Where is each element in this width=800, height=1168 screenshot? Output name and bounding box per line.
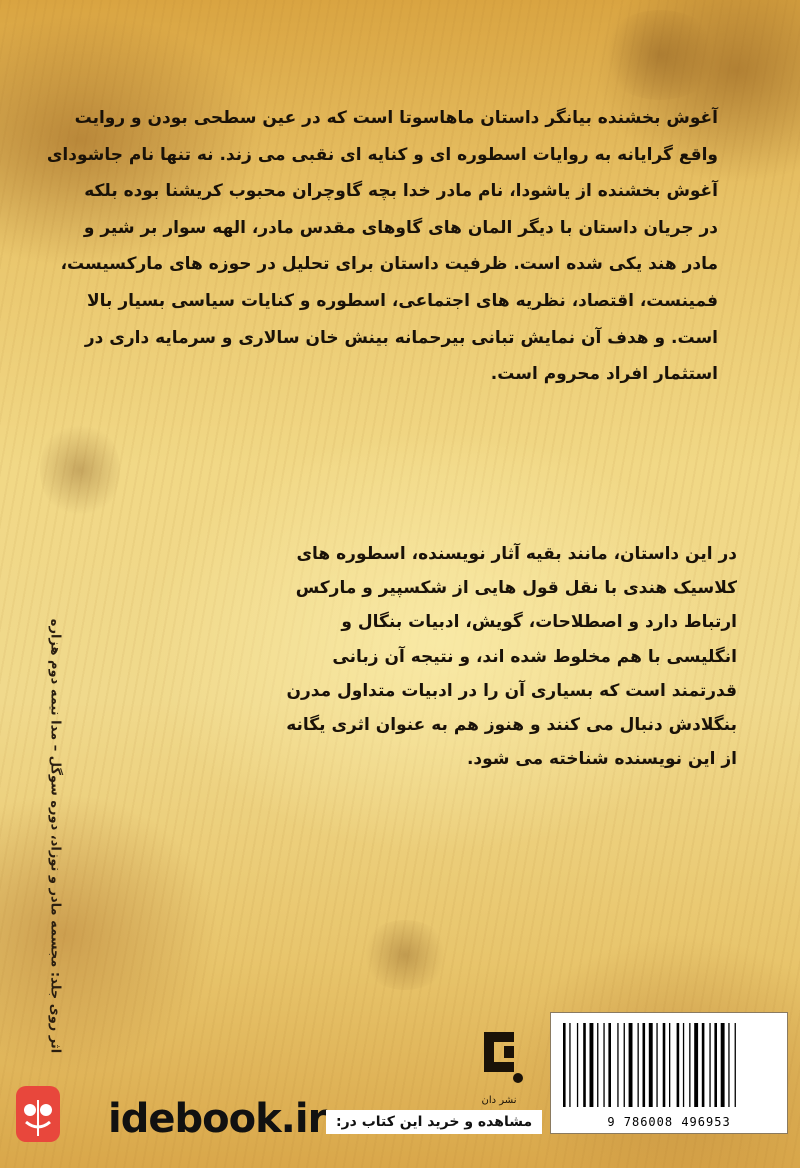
text-line: ارتباط دارد و اصطلاحات، گویش، ادبیات بنگال و	[341, 612, 737, 633]
description-paragraph-2	[237, 537, 737, 776]
text-line: از این نویسنده شناخته می شود.	[466, 749, 737, 770]
description-paragraph-1	[46, 100, 718, 393]
book-icon	[12, 1086, 112, 1150]
wood-knot	[40, 420, 120, 520]
publisher-logo-icon	[468, 1026, 530, 1090]
barcode-icon	[561, 1023, 777, 1109]
text-line: در جریان داستان با دیگر المان های گاوهای مقدس مادر، الهه سوار بر شیر و	[83, 217, 718, 238]
text-line: انگلیسی با هم مخلوط شده اند، و نتیجه آن زبانی	[332, 646, 737, 667]
text-line: بنگلادش دنبال می کنند و هنوز هم به عنوان اثری یگانه	[286, 715, 737, 736]
text-line: مادر هند یکی شده است. ظرفیت داستان برای تحلیل در حوزه های مارکسیست،	[60, 254, 718, 275]
text-line: است. و هدف آن نمایش تبانی بیرحمانه بینش خان سالاری و سرمایه داری در	[84, 327, 718, 348]
isbn-number: 9 786008 496953	[607, 1115, 731, 1129]
isbn-barcode	[550, 1012, 788, 1134]
cover-art-credit-text: اثر روی جلد: مجسمه مادر و نوزاد، دوره سوگل – مدا نیمه دوم هزاره	[47, 618, 63, 1054]
cover-art-credit	[46, 576, 64, 1096]
publisher-name: نشر دان	[481, 1095, 517, 1106]
ad-brand[interactable]: idebook.ir	[108, 1096, 327, 1142]
text-line: در این داستان، مانند بقیه آثار نویسنده، اسطوره های	[296, 544, 737, 564]
wood-knot	[600, 10, 720, 100]
text-line: آغوش بخشنده بیانگر داستان ماهاسوتا است که در عین سطحی بودن و روایت	[74, 108, 718, 128]
ad-banner[interactable]	[0, 1086, 560, 1150]
text-line: استثمار افراد محروم است.	[490, 364, 718, 385]
text-line: کلاسیک هندی با نقل قول هایی از شکسپیر و مارکس	[295, 578, 737, 599]
text-line: آغوش بخشنده از یاشودا، نام مادر خدا بچه گاوچران محبوب کریشنا بوده بلکه	[84, 181, 718, 202]
text-line: فمینست، اقتصاد، نظریه های اجتماعی، اسطوره و کنایات سیاسی بسیار بالا	[87, 290, 718, 311]
text-line: واقع گرایانه به روایات اسطوره ای و کنایه ای نقبی می زند. نه تنها نام جاشودای	[46, 144, 718, 165]
text-line: قدرتمند است که بسیاری آن را در ادبیات متداول مدرن	[286, 680, 737, 701]
wood-knot	[360, 920, 450, 990]
ad-text: مشاهده و خرید این کتاب در:	[326, 1110, 542, 1134]
